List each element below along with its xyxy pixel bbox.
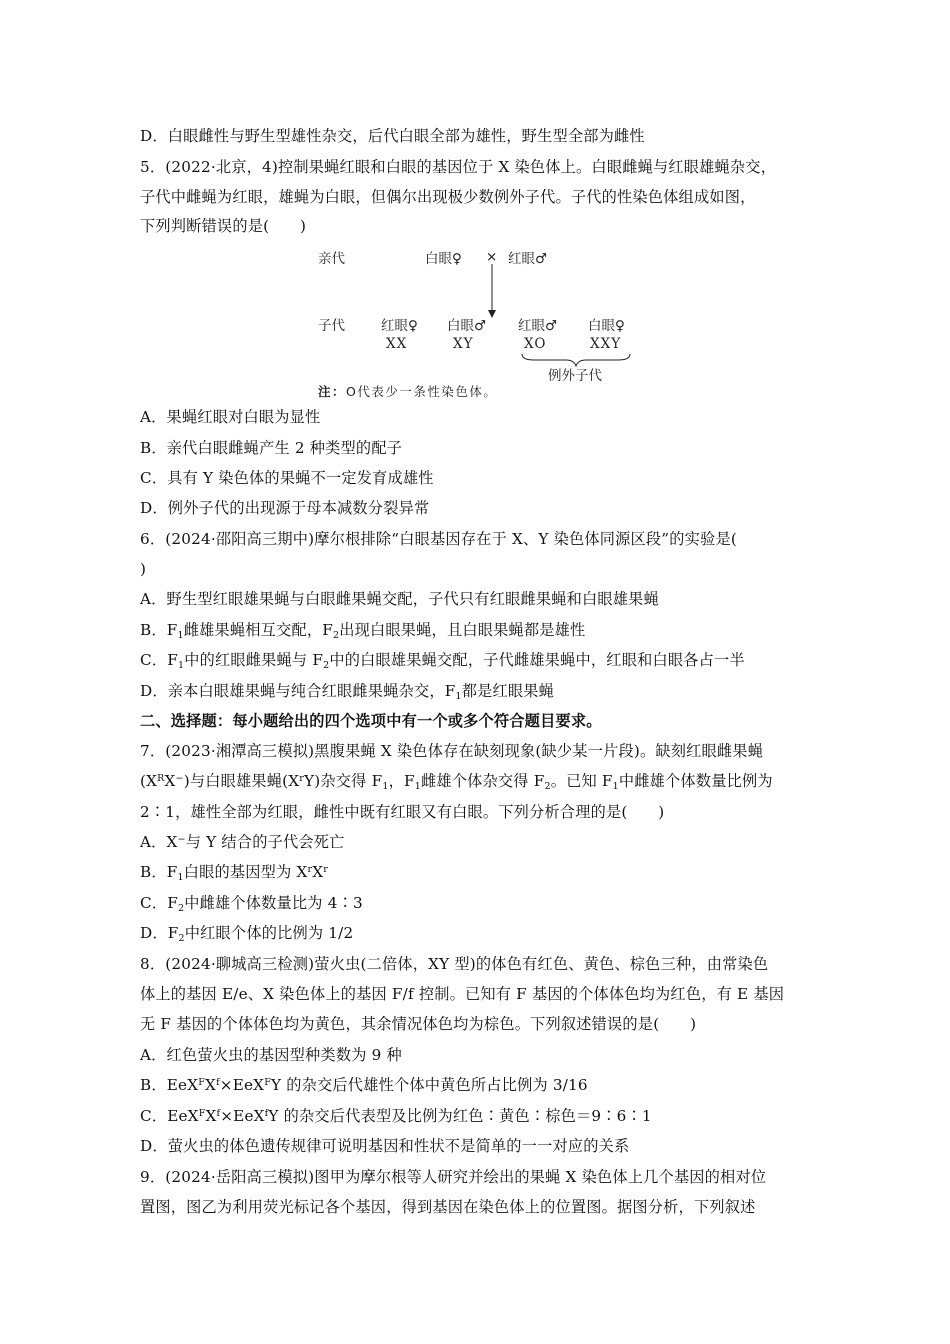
parent-female: 白眼♀ — [425, 251, 462, 267]
offspring-genotype: XX — [386, 336, 408, 352]
q6-stem-line1: 6．(2024·邵阳高三期中)摩尔根排除“白眼基因存在于 X、Y 染色体同源区段”的实验是( — [140, 530, 737, 548]
q8-option-a: A．红色萤火虫的基因型种类数为 9 种 — [140, 1046, 402, 1064]
parent-male: 红眼♂ — [508, 251, 548, 267]
q7-stem-line3: 2∶1，雄性全部为红眼，雌性中既有红眼又有白眼。下列分析合理的是( ) — [140, 803, 665, 821]
q8-stem-line3: 无 F 基因的个体体色均为黄色，其余情况体色均为棕色。下列叙述错误的是( ) — [140, 1015, 697, 1033]
q7-stem-line2: $(X^RX^-)$与白眼雄果蝇$(X^rY)$杂交得 $F_1$，$F_1$雌雄个体杂交得 $F_2$。已知 $F_1$中雌雄个体数量比例为 — [140, 772, 773, 792]
q5-option-c: C．具有 Y 染色体的果蝇不一定发育成雄性 — [140, 469, 434, 487]
q8-option-d: D．萤火虫的体色遗传规律可说明基因和性状不是简单的一一对应的关系 — [140, 1137, 630, 1155]
q9-stem-line1: 9．(2024·岳阳高三模拟)图甲为摩尔根等人研究并绘出的果蝇 X 染色体上几个基因的相对位 — [140, 1168, 767, 1186]
q8-stem-line1: 8．(2024·聊城高三检测)萤火虫(二倍体，XY 型)的体色有红色、黄色、棕色三种，由常染色 — [140, 955, 769, 973]
q7-stem-line1: 7．(2023·湘潭高三模拟)黑腹果蝇 X 染色体存在缺刻现象(缺少某一片段)。缺刻红眼雌果蝇 — [140, 742, 764, 760]
q7-option-b: B．$F_1$白眼的基因型为 $X^rX^r$ — [140, 863, 329, 883]
q7-option-d: D．$F_2$中红眼个体的比例为 1/2 — [140, 924, 354, 944]
q7-option-a: A．X−与 Y 结合的子代会死亡 — [140, 833, 345, 851]
q8-option-c: C．$EeX^FX^f\times EeX^fY$ 的杂交后代表型及比例为红色∶黄色∶棕色＝9∶6∶1 — [140, 1107, 652, 1125]
q6-option-c: C．$F_1$中的红眼雌果蝇与 $F_2$中的白眼雄果蝇交配，子代雌雄果蝇中，红眼和白眼各占一半 — [140, 651, 745, 671]
offspring-genotype: XXY — [590, 336, 622, 352]
q6-option-a: A．野生型红眼雄果蝇与白眼雌果蝇交配，子代只有红眼雌果蝇和白眼雄果蝇 — [140, 590, 659, 608]
q6-option-b: B．$F_1$雌雄果蝇相互交配，$F_2$出现白眼果蝇，且白眼果蝇都是雄性 — [140, 621, 586, 641]
q5-stem-line1: 5．(2022·北京，4)控制果蝇红眼和白眼的基因位于 X 染色体上。白眼雌蝇与红眼雄蝇杂交， — [140, 158, 777, 176]
arrow-down-icon — [482, 262, 502, 320]
diagram-note: 注：O代表少一条性染色体。 — [318, 384, 498, 399]
section-heading: 二、选择题：每小题给出的四个选项中有一个或多个符合题目要求。 — [140, 712, 602, 730]
parent-label: 亲代 — [318, 251, 345, 267]
q5-stem-line2: 子代中雌蝇为红眼，雄蝇为白眼，但偶尔出现极少数例外子代。子代的性染色体组成如图， — [140, 188, 756, 206]
offspring-phenotype: 红眼♂ — [518, 318, 558, 334]
q8-option-b: B．$EeX^FX^f\times EeX^FY$ 的杂交后代雄性个体中黄色所占比例为 3/16 — [140, 1076, 588, 1094]
q6-stem-line2: ) — [140, 560, 147, 578]
q5-stem-line3: 下列判断错误的是( ) — [140, 217, 307, 235]
q5-option-d: D．例外子代的出现源于母本减数分裂异常 — [140, 499, 430, 517]
q6-option-d: D．亲本白眼雄果蝇与纯合红眼雌果蝇杂交，$F_1$都是红眼果蝇 — [140, 682, 555, 702]
offspring-genotype: XO — [524, 336, 547, 352]
offspring-phenotype: 白眼♂ — [447, 318, 487, 334]
offspring-phenotype: 白眼♀ — [588, 318, 625, 334]
q7-option-c: C．$F_2$中雌雄个体数量比为 4∶3 — [140, 894, 363, 914]
exception-label: 例外子代 — [548, 368, 602, 384]
q8-stem-line2: 体上的基因 E/e、X 染色体上的基因 F/f 控制。已知有 F 基因的个体体色均为红色，有 E 基因 — [140, 985, 785, 1003]
q5-option-a: A．果蝇红眼对白眼为显性 — [140, 408, 321, 426]
q9-stem-line2: 置图，图乙为利用荧光标记各个基因，得到基因在染色体上的位置图。据图分析，下列叙述 — [140, 1198, 756, 1216]
offspring-phenotype: 红眼♀ — [381, 318, 418, 334]
q5-option-b: B．亲代白眼雌蝇产生 2 种类型的配子 — [140, 439, 403, 457]
offspring-genotype: XY — [453, 336, 474, 352]
q4-option-d: D．白眼雌性与野生型雄性杂交，后代白眼全部为雄性，野生型全部为雌性 — [140, 127, 645, 145]
cross-symbol: × — [486, 249, 498, 265]
offspring-label: 子代 — [318, 318, 345, 334]
